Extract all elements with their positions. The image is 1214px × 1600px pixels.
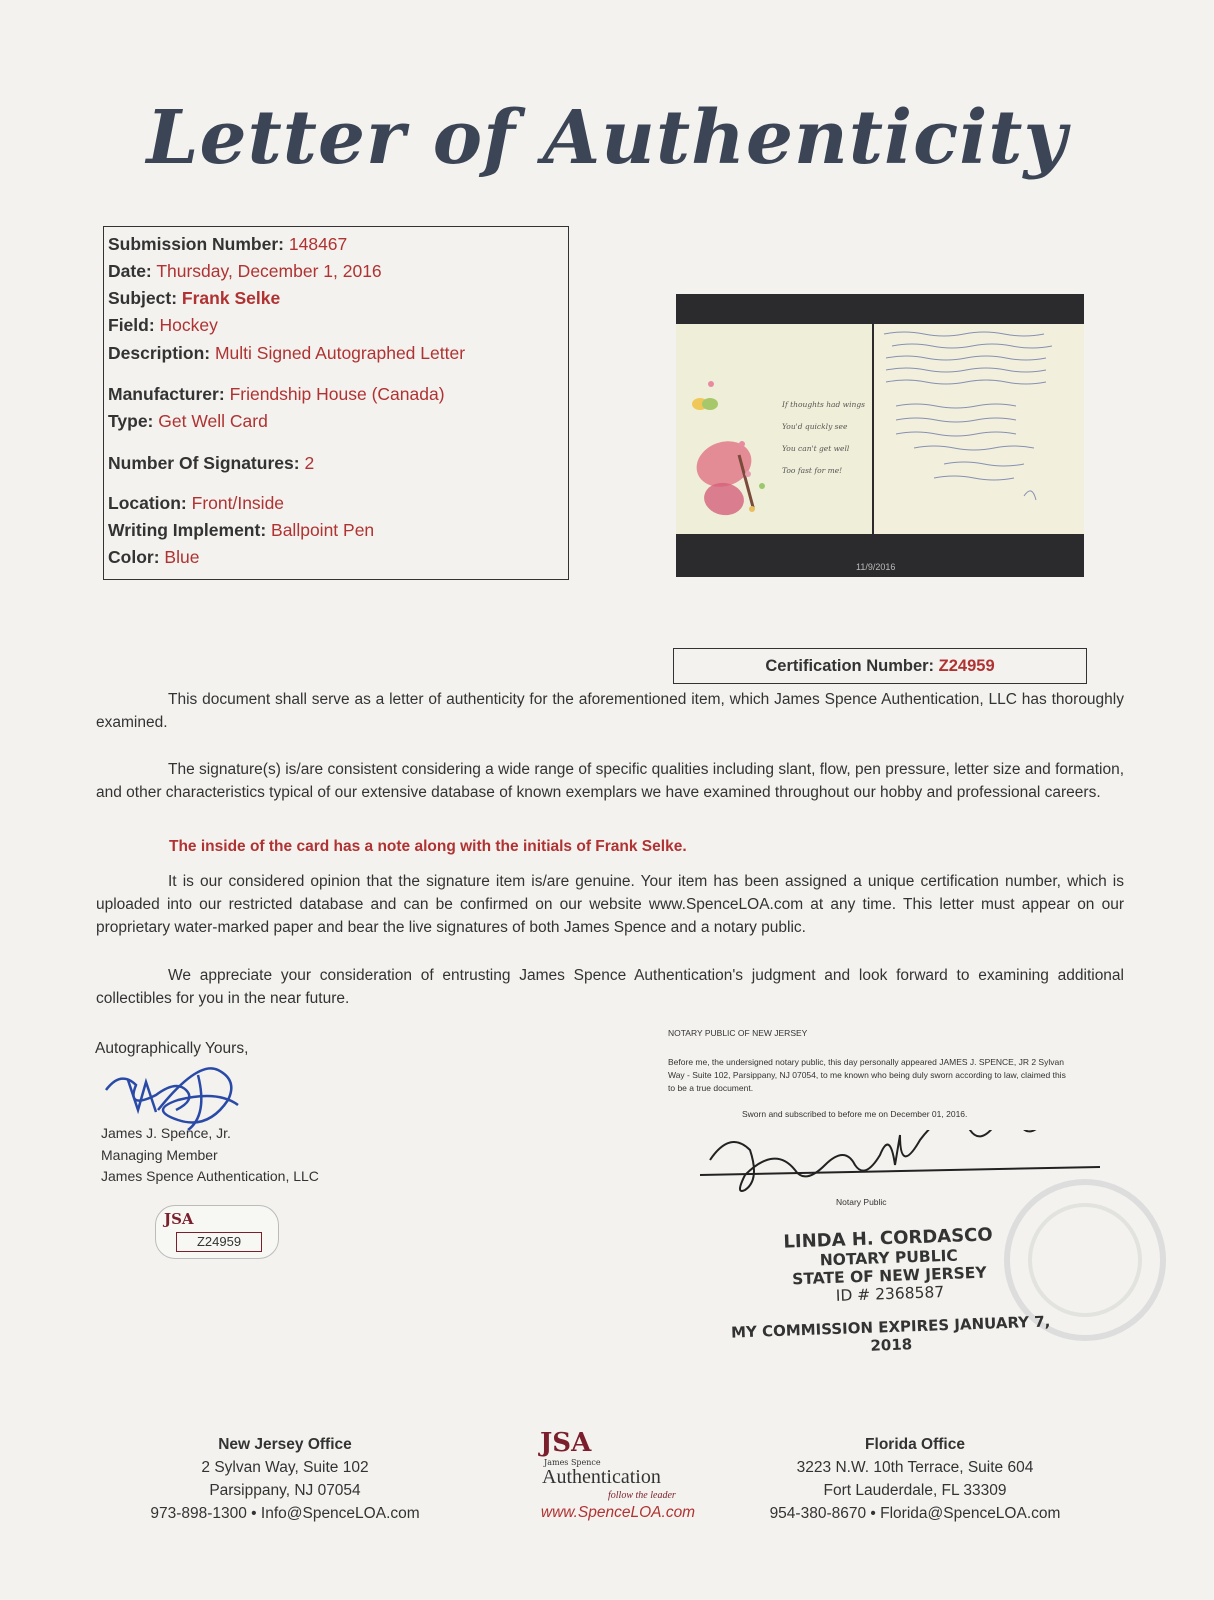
website-link[interactable]: www.SpenceLOA.com bbox=[540, 1504, 696, 1521]
info-field: Field: Hockey bbox=[108, 315, 218, 335]
signer-company: James Spence Authentication, LLC bbox=[101, 1168, 319, 1184]
paragraph-4: We appreciate your consideration of entrusting James Spence Authentication's judgment and look forward to examining additional collectibles for you in the near future. bbox=[96, 967, 1124, 1007]
info-color: Color: Blue bbox=[108, 547, 200, 567]
signer-role: Managing Member bbox=[101, 1146, 218, 1163]
signer-block bbox=[101, 1123, 319, 1188]
paragraph-2: The signature(s) is/are consistent considering a wide range of specific qualities including slant, flow, pen pressure, letter size and formation, and other characteristics typical of our extensive database of known exemplars we have examined throughout our hobby and professional careers. bbox=[96, 761, 1124, 801]
card-verse: If thoughts had wings You'd quickly see You can't get well Too fast for me! bbox=[782, 400, 865, 475]
nj-office-title: New Jersey Office bbox=[218, 1436, 352, 1453]
logo-brand: JSA bbox=[540, 1428, 592, 1458]
page-title: Letter of Authenticity bbox=[146, 95, 1068, 181]
item-info-box bbox=[103, 226, 569, 580]
logo-tagline: follow the leader bbox=[608, 1490, 676, 1501]
info-location: Location: Front/Inside bbox=[108, 493, 285, 513]
sticker-brand: JSA bbox=[164, 1210, 194, 1228]
sticker-number: Z24959 bbox=[176, 1232, 262, 1252]
info-writing-implement: Writing Implement: Ballpoint Pen bbox=[108, 520, 375, 540]
fl-office-address-1: 3223 N.W. 10th Terrace, Suite 604 bbox=[796, 1459, 1034, 1476]
nj-office-contact: 973-898-1300 • Info@SpenceLOA.com bbox=[150, 1505, 420, 1522]
jsa-sticker bbox=[155, 1205, 279, 1259]
logo-sub: James Spence bbox=[544, 1458, 601, 1467]
nj-office bbox=[130, 1433, 440, 1525]
logo-word: Authentication bbox=[542, 1466, 661, 1488]
stamp-title: NOTARY PUBLIC bbox=[819, 1246, 959, 1270]
info-type: Type: Get Well Card bbox=[108, 411, 268, 431]
item-photo bbox=[676, 294, 1084, 577]
info-number-of-signatures: Number Of Signatures: 2 bbox=[108, 453, 315, 473]
nj-office-address-2: Parsippany, NJ 07054 bbox=[209, 1482, 361, 1499]
card-inside-note bbox=[874, 324, 1084, 534]
nj-office-address-1: 2 Sylvan Way, Suite 102 bbox=[201, 1459, 369, 1476]
notary-sworn: Sworn and subscribed to before me on December 01, 2016. bbox=[742, 1109, 968, 1119]
fl-office-title: Florida Office bbox=[865, 1436, 965, 1453]
closing: Autographically Yours, bbox=[95, 1040, 249, 1057]
handwritten-note bbox=[874, 324, 1084, 534]
info-description: Description: Multi Signed Autographed Letter bbox=[108, 343, 466, 363]
stamp-id: ID # 2368587 bbox=[835, 1283, 945, 1305]
stamp-state: STATE OF NEW JERSEY bbox=[791, 1263, 987, 1289]
fl-office-contact: 954-380-8670 • Florida@SpenceLOA.com bbox=[769, 1505, 1061, 1522]
certification-box: Certification Number: Z24959 bbox=[673, 648, 1087, 684]
info-subject: Subject: Frank Selke bbox=[108, 288, 281, 308]
fl-office-address-2: Fort Lauderdale, FL 33309 bbox=[823, 1482, 1007, 1499]
photo-timestamp: 11/9/2016 bbox=[856, 562, 896, 572]
stamp-name: LINDA H. CORDASCO bbox=[783, 1224, 993, 1253]
card-front bbox=[676, 324, 872, 534]
fl-office bbox=[740, 1433, 1090, 1525]
stamp-expiry: MY COMMISSION EXPIRES JANUARY 7, 2018 bbox=[730, 1312, 1051, 1355]
item-note: The inside of the card has a note along with the initials of Frank Selke. bbox=[169, 838, 687, 855]
info-date: Date: Thursday, December 1, 2016 bbox=[108, 261, 382, 281]
paragraph-1: This document shall serve as a letter of authenticity for the aforementioned item, which James Spence Authentication, LLC has thoroughly examined. bbox=[96, 691, 1124, 731]
info-submission-number: Submission Number: 148467 bbox=[108, 234, 348, 254]
notary-caption: Notary Public bbox=[836, 1197, 887, 1207]
notary-body: Before me, the undersigned notary public, this day personally appeared JAMES J. SPENCE, JR 2 Sylvan Way - Suite 102, Parsippany, NJ 07054, to me known who being duly sworn according to law, claimed this to be a true document. bbox=[668, 1057, 1066, 1093]
notary-header: NOTARY PUBLIC OF NEW JERSEY bbox=[668, 1028, 808, 1038]
info-manufacturer: Manufacturer: Friendship House (Canada) bbox=[108, 384, 445, 404]
signer-name: James J. Spence, Jr. bbox=[101, 1125, 231, 1141]
paragraph-3: It is our considered opinion that the signature item is/are genuine. Your item has been assigned a unique certification number, which is uploaded into our restricted database and can be confirmed on our website www.SpenceLOA.com at any time. This letter must appear on our proprietary water-marked paper and bear the live signatures of both James Spence and a notary public. bbox=[96, 873, 1124, 936]
notary-stamp bbox=[743, 1223, 1035, 1308]
